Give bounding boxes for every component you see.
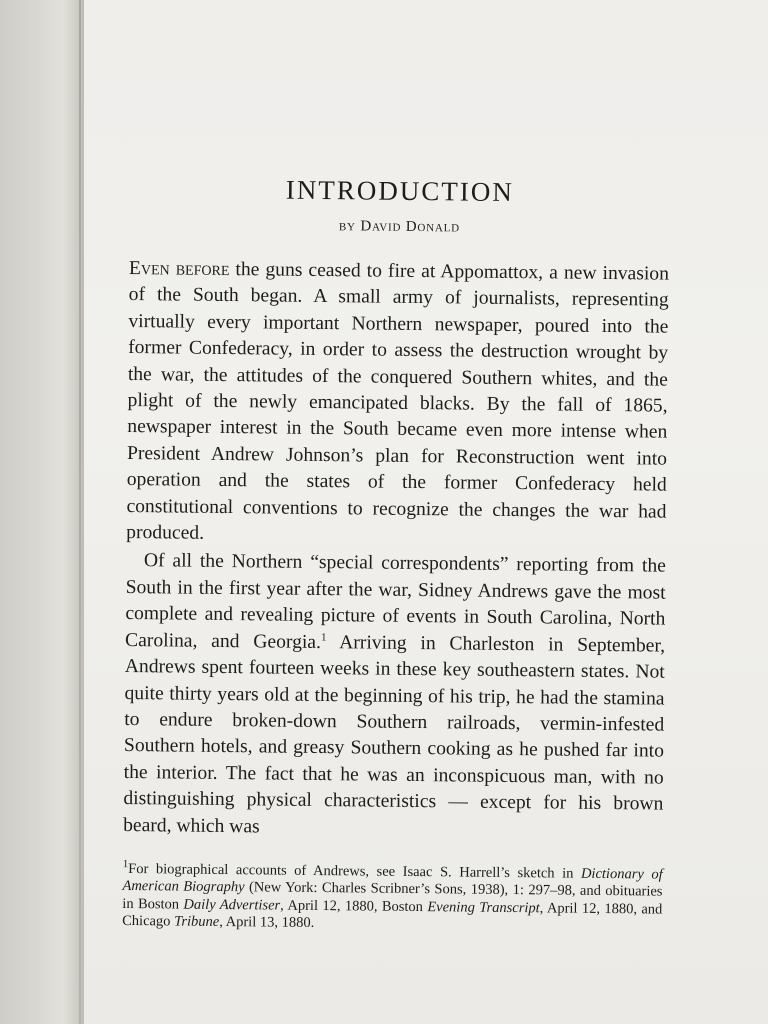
paragraph-2-text-cont: Arriving in Charleston in September, Andrews spent fourteen weeks in these key southeastern states. Not quite thirty years old at the beginning of his trip, he had the stamina to endure broken-down Southern railroads, vermin-infested Southern hotels, and greasy Southern cooking as he pushed far into the interior. The fact that he was an inconspicuous man, with no distinguishing physical characteristics — except for his brown beard, which was	[123, 631, 666, 837]
book-gutter	[0, 0, 84, 1024]
footnote-text: (New York: Charles Scribner’s Sons, 1938), 1: 297–98, and obituaries in Boston	[122, 879, 663, 913]
footnote	[122, 858, 663, 937]
gutter-shadow	[79, 0, 81, 1024]
footnote-title-italic: Dictionary of American Biography	[122, 865, 663, 896]
footnote-reference: 1	[320, 631, 327, 644]
page-content	[122, 172, 670, 937]
page-title: INTRODUCTION	[285, 174, 514, 208]
footnote-title-italic: Daily Advertiser	[183, 896, 281, 914]
author-byline: by David Donald	[338, 218, 461, 236]
paragraph-1	[126, 256, 669, 552]
paragraph-1-lead: Even before	[128, 257, 230, 281]
paragraph-2	[123, 548, 666, 844]
paragraph-2-text: Of all the Northern “special correspondents” reporting from the South in the first year after the war, Sidney Andrews gave the most complete and revealing picture of events in South Carolina, North Carolina, and Georgia.	[124, 550, 667, 653]
footnote-number: 1	[122, 858, 129, 871]
footnote-text: , April 12, 1880, Boston	[280, 897, 428, 916]
footnote-text: For biographical accounts of Andrews, see Isaac S. Harrell’s sketch in	[128, 860, 582, 882]
footnote-title-italic: Evening Transcript	[427, 899, 540, 917]
paragraph-1-text: the guns ceased to fire at Appomattox, a new invasion of the South began. A small army of journalists, representing virtually every important Northern newspaper, poured into the former Confederacy, in order to assess the destruction wrought by the war, the attitudes of the conquered Southern whites, and the plight of the newly emancipated blacks. By the fall of 1865, newspaper interest in the South became even more intense when President Andrew Johnson’s plan for Reconstruction went into operation and the states of the former Confederacy held constitutional conventions to recognize the changes the war had produced.	[126, 259, 670, 544]
footnote-text: , April 12, 1880, and Chicago	[122, 900, 663, 930]
footnote-text: , April 13, 1880.	[219, 914, 315, 932]
footnote-title-italic: Tribune	[174, 913, 220, 931]
